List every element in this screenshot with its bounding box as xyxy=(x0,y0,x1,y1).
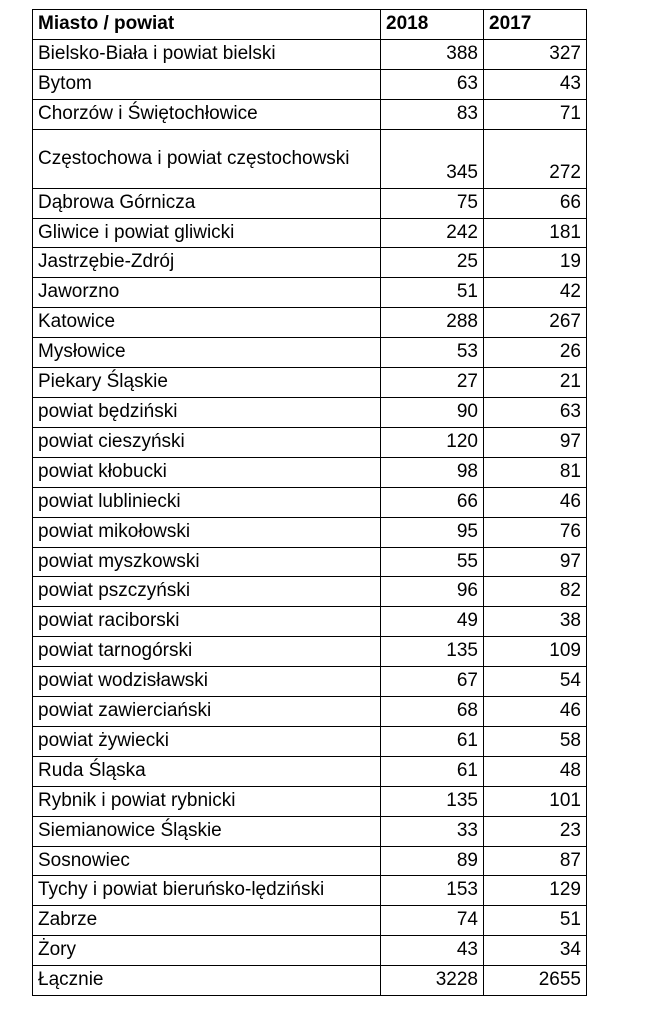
cell-2018: 55 xyxy=(381,547,484,577)
cell-city: powiat pszczyński xyxy=(33,577,381,607)
cell-city: Dąbrowa Górnicza xyxy=(33,188,381,218)
cell-2017: 43 xyxy=(484,69,587,99)
cell-city: Mysłowice xyxy=(33,338,381,368)
table-row xyxy=(33,607,587,637)
cell-2018: 66 xyxy=(381,487,484,517)
cell-city: Tychy i powiat bieruńsko-lędziński xyxy=(33,876,381,906)
cell-2017: 97 xyxy=(484,547,587,577)
cell-city: Chorzów i Świętochłowice xyxy=(33,99,381,129)
cell-2018: 27 xyxy=(381,368,484,398)
table-row xyxy=(33,816,587,846)
table-row xyxy=(33,39,587,69)
table-row xyxy=(33,99,587,129)
cell-2017: 101 xyxy=(484,786,587,816)
table-row xyxy=(33,248,587,278)
cell-city: powiat cieszyński xyxy=(33,427,381,457)
cell-city: Katowice xyxy=(33,308,381,338)
cell-2017: 38 xyxy=(484,607,587,637)
cell-2017: 327 xyxy=(484,39,587,69)
cell-2017: 109 xyxy=(484,637,587,667)
table-row xyxy=(33,397,587,427)
cell-2017: 71 xyxy=(484,99,587,129)
cell-city: Siemianowice Śląskie xyxy=(33,816,381,846)
cell-2018: 68 xyxy=(381,697,484,727)
cell-2018: 33 xyxy=(381,816,484,846)
table-row xyxy=(33,487,587,517)
table-row xyxy=(33,876,587,906)
table-row xyxy=(33,129,587,188)
cell-2018: 51 xyxy=(381,278,484,308)
cell-2018: 67 xyxy=(381,667,484,697)
table-row xyxy=(33,308,587,338)
cell-2017: 51 xyxy=(484,906,587,936)
cell-2017: 97 xyxy=(484,427,587,457)
cell-2018: 135 xyxy=(381,637,484,667)
cell-2017: 46 xyxy=(484,487,587,517)
cell-2018: 61 xyxy=(381,756,484,786)
table-row xyxy=(33,667,587,697)
cell-2017: 48 xyxy=(484,756,587,786)
table-row xyxy=(33,188,587,218)
cell-2017: 34 xyxy=(484,936,587,966)
cell-city: Jastrzębie-Zdrój xyxy=(33,248,381,278)
cell-2018: 75 xyxy=(381,188,484,218)
table-row xyxy=(33,966,587,996)
cell-2017: 19 xyxy=(484,248,587,278)
cell-city: Łącznie xyxy=(33,966,381,996)
cell-2018: 345 xyxy=(381,129,484,188)
cell-city: powiat myszkowski xyxy=(33,547,381,577)
cell-city: Żory xyxy=(33,936,381,966)
cell-2017: 42 xyxy=(484,278,587,308)
cell-city: Jaworzno xyxy=(33,278,381,308)
cell-city: powiat będziński xyxy=(33,397,381,427)
cell-city: Piekary Śląskie xyxy=(33,368,381,398)
cell-2018: 153 xyxy=(381,876,484,906)
cell-2018: 135 xyxy=(381,786,484,816)
table-row xyxy=(33,846,587,876)
cell-2018: 3228 xyxy=(381,966,484,996)
table-header-row xyxy=(33,10,587,40)
cell-2018: 61 xyxy=(381,726,484,756)
cell-city: Zabrze xyxy=(33,906,381,936)
cell-2017: 129 xyxy=(484,876,587,906)
cell-2018: 96 xyxy=(381,577,484,607)
table-row xyxy=(33,457,587,487)
cell-2017: 58 xyxy=(484,726,587,756)
cell-city: powiat raciborski xyxy=(33,607,381,637)
cell-city: Ruda Śląska xyxy=(33,756,381,786)
cell-2017: 21 xyxy=(484,368,587,398)
cell-2017: 82 xyxy=(484,577,587,607)
cell-city: Rybnik i powiat rybnicki xyxy=(33,786,381,816)
cell-2017: 54 xyxy=(484,667,587,697)
cell-city: powiat żywiecki xyxy=(33,726,381,756)
header-2017: 2017 xyxy=(484,10,587,40)
header-2018: 2018 xyxy=(381,10,484,40)
cell-2018: 74 xyxy=(381,906,484,936)
cell-2018: 242 xyxy=(381,218,484,248)
cell-city: Bytom xyxy=(33,69,381,99)
table-row xyxy=(33,427,587,457)
cell-2018: 95 xyxy=(381,517,484,547)
cell-2018: 89 xyxy=(381,846,484,876)
cell-city: powiat kłobucki xyxy=(33,457,381,487)
cell-2018: 63 xyxy=(381,69,484,99)
cell-2017: 272 xyxy=(484,129,587,188)
cell-2017: 76 xyxy=(484,517,587,547)
cell-2017: 181 xyxy=(484,218,587,248)
cell-2018: 53 xyxy=(381,338,484,368)
cell-2018: 83 xyxy=(381,99,484,129)
cell-2017: 46 xyxy=(484,697,587,727)
cell-city: Bielsko-Biała i powiat bielski xyxy=(33,39,381,69)
table-row xyxy=(33,278,587,308)
cell-2017: 26 xyxy=(484,338,587,368)
cell-2017: 87 xyxy=(484,846,587,876)
cell-2017: 81 xyxy=(484,457,587,487)
cell-city: powiat tarnogórski xyxy=(33,637,381,667)
cell-city: powiat mikołowski xyxy=(33,517,381,547)
table-row xyxy=(33,577,587,607)
table-row xyxy=(33,726,587,756)
table-row xyxy=(33,786,587,816)
cell-2017: 63 xyxy=(484,397,587,427)
table-row xyxy=(33,756,587,786)
table-row xyxy=(33,936,587,966)
table-row xyxy=(33,218,587,248)
cell-city: Częstochowa i powiat częstochowski xyxy=(33,129,381,188)
table-row xyxy=(33,517,587,547)
table-row xyxy=(33,697,587,727)
table-row xyxy=(33,547,587,577)
table-row xyxy=(33,338,587,368)
data-table xyxy=(32,9,587,996)
cell-2017: 23 xyxy=(484,816,587,846)
cell-2018: 90 xyxy=(381,397,484,427)
table-row xyxy=(33,368,587,398)
cell-city: Sosnowiec xyxy=(33,846,381,876)
cell-2018: 288 xyxy=(381,308,484,338)
cell-2018: 49 xyxy=(381,607,484,637)
table-row xyxy=(33,69,587,99)
cell-2017: 267 xyxy=(484,308,587,338)
table-row xyxy=(33,906,587,936)
cell-2018: 25 xyxy=(381,248,484,278)
cell-2018: 120 xyxy=(381,427,484,457)
cell-city: Gliwice i powiat gliwicki xyxy=(33,218,381,248)
table-row xyxy=(33,637,587,667)
cell-city: powiat wodzisławski xyxy=(33,667,381,697)
cell-2018: 43 xyxy=(381,936,484,966)
cell-2018: 98 xyxy=(381,457,484,487)
cell-city: powiat zawierciański xyxy=(33,697,381,727)
cell-2018: 388 xyxy=(381,39,484,69)
cell-2017: 66 xyxy=(484,188,587,218)
header-city: Miasto / powiat xyxy=(33,10,381,40)
cell-city: powiat lubliniecki xyxy=(33,487,381,517)
cell-2017: 2655 xyxy=(484,966,587,996)
